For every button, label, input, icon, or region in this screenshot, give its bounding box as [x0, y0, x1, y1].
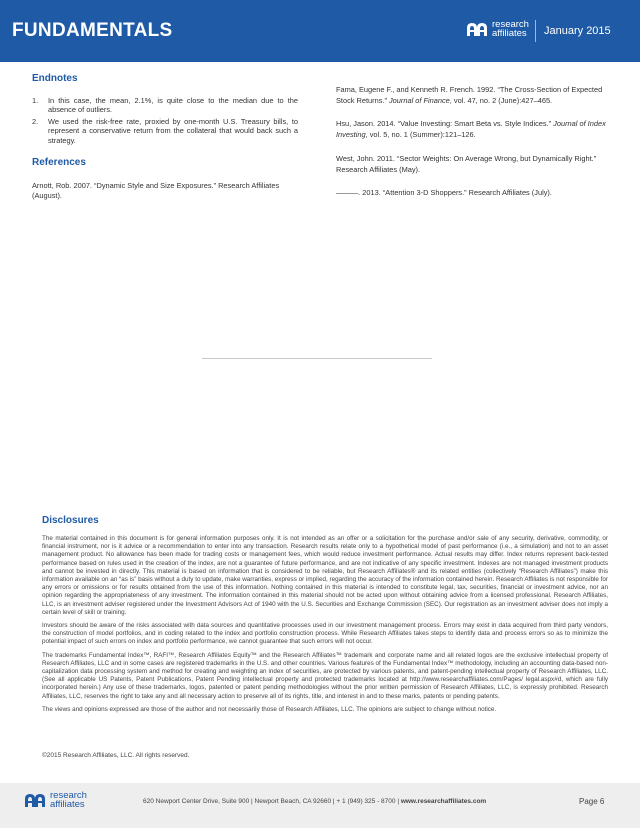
disclosure-paragraph: The views and opinions expressed are those of the author and not necessarily those of Research Affiliates, LLC. The opinions are subject to change without notice.: [42, 705, 497, 713]
reference-entry: [336, 154, 606, 175]
footer-logo: [24, 791, 87, 809]
endnotes-heading: Endnotes: [32, 73, 78, 84]
header-date: January 2015: [544, 25, 611, 37]
page-header: [0, 0, 640, 62]
reference-text: ———. 2013. “Attention 3-D Shoppers.” Research Affiliates (July).: [336, 188, 552, 197]
reference-entry: [336, 119, 606, 140]
disclosure-paragraph: The trademarks Fundamental Index™, RAFI™, Research Affiliates Equity™ and the Research Affiliates™ trademark and corporate name and all related logos are the exclusive intellectual property of Research Affiliates, LLC and in some cases are registered trademarks in the U.S. and other countries. Various features of the Fundamental Index™ methodology, including an accounting data-based non-capitalization data processing system and method for creating and weighting an index of securities, are protected by various patents, and patent-pending intellectual property of Research Affiliates, LLC. (See all applicable US Patents, Patent Publications, Patent Pending intellectual property and protected trademarks located at http://www.researchaffiliates.com/Pages/ legal.aspx#d, which are fully incorporated herein.) Any use of these trademarks, logos, patented or patent pending methodologies without the prior written permission of Research Affiliates, LLC, is expressly prohibited. Research Affiliates, LLC, reserves the right to take any and all necessary action to preserve all of its rights, title, and interest in and to these marks, patents or pending patents.: [42, 651, 608, 700]
reference-journal: Journal of Finance: [388, 95, 450, 105]
research-affiliates-logo-icon: [466, 21, 488, 37]
page-footer: [0, 783, 640, 828]
reference-entry: [336, 188, 606, 199]
logo-wordmark: [50, 791, 87, 809]
website-link[interactable]: www.researchaffiliates.com: [400, 798, 487, 805]
reference-details: , vol. 47, no. 2 (June):427–465.: [449, 95, 553, 105]
endnote-text: In this case, the mean, 2.1%, is quite close to the median due to the absence of outliers.: [48, 96, 298, 115]
disclosures-heading: Disclosures: [42, 515, 99, 526]
endnote-item: [32, 96, 298, 115]
copyright-notice: ©2015 Research Affiliates, LLC. All rights reserved.: [42, 752, 190, 759]
address-text: 620 Newport Center Drive, Suite 900 | Newport Beach, CA 92660 | + 1 (949) 325 - 8700 |: [143, 798, 401, 805]
endnote-number: 1.: [32, 96, 39, 105]
logo-wordmark: [492, 20, 529, 38]
footer-address: [143, 798, 486, 805]
header-logo: [466, 20, 529, 38]
section-divider: [202, 358, 432, 359]
references-heading: References: [32, 157, 86, 168]
reference-journal: Journal of Index Investing: [336, 119, 606, 139]
page-title: FUNDAMENTALS: [12, 20, 173, 41]
logo-line-1: research: [492, 19, 529, 30]
endnote-number: 2.: [32, 117, 39, 126]
reference-text: Fama, Eugene F., and Kenneth R. French. 1992. “The Cross-Section of Expected Stock Returns.”: [336, 85, 603, 105]
logo-line-1: research: [50, 790, 87, 801]
reference-entry: [336, 85, 606, 106]
logo-line-2: affiliates: [492, 28, 527, 39]
reference-entry: [32, 181, 298, 202]
header-divider: [535, 20, 536, 42]
page-number: Page 6: [579, 797, 605, 806]
endnote-text: We used the risk-free rate, proxied by one-month U.S. Treasury bills, to represent a conservative return from the collateral that would back such a strategy.: [48, 117, 298, 145]
disclosure-paragraph: Investors should be aware of the risks associated with data sources and quantitative processes used in our investment management process. Errors may exist in data acquired from third party vendors, the construction of model portfolios, and in coding related to the index and portfolio construction process. While Research Affiliates takes steps to identify data and process errors so as to minimize the potential impact of such errors on index and portfolio performance, we cannot guarantee that such errors will not occur.: [42, 622, 608, 646]
reference-text: West, John. 2011. “Sector Weights: On Average Wrong, but Dynamically Right.” Research Affiliates (May).: [336, 154, 597, 174]
reference-text: Hsu, Jason. 2014. “Value Investing: Smart Beta vs. Style Indices.”: [336, 119, 554, 128]
disclosure-paragraph: The material contained in this document is for general information purposes only. It is not intended as an offer or a solicitation for the purchase and/or sale of any security, derivative, commodity, or financial instrument, nor is it advice or a recommendation to enter into any transaction. Research results relate only to a hypothetical model of past performance (i.e., a simulation) and not to an asset management product. No allowance has been made for trading costs or management fees, which would reduce investment performance. Actual results may differ. Index returns represent back-tested performance based on rules used in the creation of the index, are not a guarantee of future performance, and are not indicative of any specific investment. Indexes are not managed investment products and cannot be invested in directly. This material is based on information that is considered to be reliable, but Research Affiliates® and its related entities (collectively “Research Affiliates”) make this information available on an “as is” basis without a duty to update, make warranties, express or implied, regarding the accuracy of the information contained herein. Research Affiliates is not responsible for any errors or omissions or for results obtained from the use of this information. Nothing contained in this material is intended to constitute legal, tax, securities, financial or investment advice, nor an opinion regarding the appropriateness of any investment. The information contained in this material should not be acted upon without obtaining advice from a licensed professional. Research Affiliates, LLC, is an investment adviser registered under the Investment Advisors Act of 1940 with the U.S. Securities and Exchange Commission (SEC). Our registration as an investment adviser does not imply a certain level of skill or training.: [42, 535, 608, 616]
logo-line-2: affiliates: [50, 799, 85, 810]
research-affiliates-logo-icon: [24, 792, 46, 808]
endnote-item: [32, 117, 298, 145]
reference-text: Arnott, Rob. 2007. “Dynamic Style and Size Exposures.” Research Affiliates (August).: [32, 181, 280, 201]
disclosures-body: [42, 535, 608, 719]
reference-details: , vol. 5, no. 1 (Summer):121–126.: [365, 129, 476, 139]
